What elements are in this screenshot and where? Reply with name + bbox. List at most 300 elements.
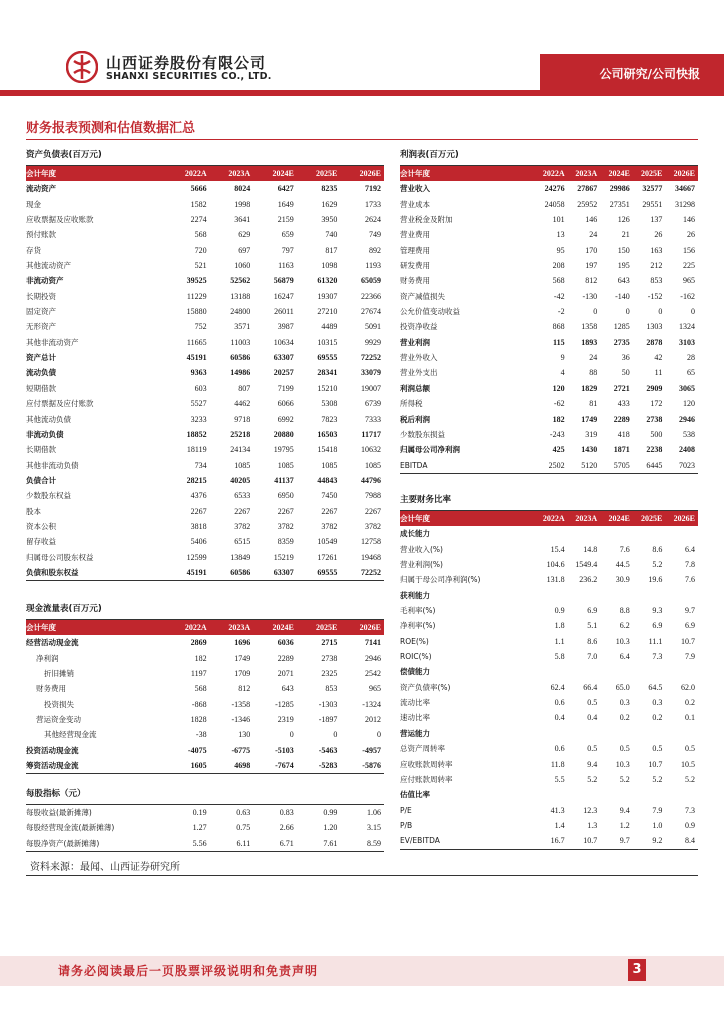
row-value: 7141 bbox=[364, 638, 381, 648]
row-value: 1285 bbox=[613, 322, 630, 332]
row-value: 5308 bbox=[321, 399, 338, 409]
row-value: 2624 bbox=[364, 215, 381, 225]
row-value: 1649 bbox=[277, 199, 294, 209]
table-row bbox=[400, 258, 698, 273]
row-label: P/B bbox=[400, 820, 413, 830]
row-value: 0.63 bbox=[236, 808, 251, 817]
row-value: 5.2 bbox=[684, 774, 695, 784]
row-value: 8235 bbox=[321, 184, 338, 194]
table-row bbox=[400, 365, 698, 380]
row-value: 1696 bbox=[234, 638, 251, 648]
row-value: 19795 bbox=[273, 445, 294, 455]
row-value: 2071 bbox=[277, 669, 294, 679]
row-value bbox=[535, 526, 568, 541]
row-value: 3782 bbox=[277, 521, 294, 531]
row-label: 应付账款周转率 bbox=[400, 774, 453, 784]
row-value: 8.4 bbox=[684, 836, 695, 846]
row-value: 7.9 bbox=[684, 652, 695, 662]
row-value: 8.6 bbox=[587, 636, 598, 646]
table-row bbox=[26, 727, 384, 742]
row-value: 1749 bbox=[581, 414, 598, 424]
row-value: 0.9 bbox=[684, 820, 695, 830]
row-value: 24 bbox=[589, 230, 598, 240]
row-value: 15418 bbox=[317, 445, 338, 455]
row-value: 9 bbox=[560, 353, 565, 363]
row-value: 16503 bbox=[317, 429, 338, 439]
table-row bbox=[26, 488, 384, 503]
row-label: EV/EBITDA bbox=[400, 836, 440, 846]
row-label: ROE(%) bbox=[400, 636, 429, 646]
row-value: 29986 bbox=[609, 184, 630, 194]
row-value: 9.7 bbox=[619, 836, 630, 846]
row-value: 5705 bbox=[613, 460, 630, 470]
table-row bbox=[26, 458, 384, 473]
table-title: 每股指标（元） bbox=[26, 784, 384, 805]
row-value: 1085 bbox=[321, 460, 338, 470]
row-value: 40205 bbox=[230, 475, 251, 485]
row-value: 12.3 bbox=[583, 805, 598, 815]
row-value: 42 bbox=[654, 353, 663, 363]
row-value: 26011 bbox=[274, 307, 294, 317]
row-value bbox=[665, 664, 698, 679]
row-value: 11003 bbox=[230, 337, 251, 347]
row-value: 2721 bbox=[613, 383, 630, 393]
row-value: 4 bbox=[560, 368, 565, 378]
row-label: 负债和股东权益 bbox=[26, 567, 79, 577]
table-row bbox=[400, 588, 698, 603]
row-value: 6.2 bbox=[619, 621, 630, 631]
row-value: 8.8 bbox=[619, 606, 630, 616]
table-row bbox=[400, 680, 698, 695]
header-year: 2026E bbox=[359, 623, 381, 632]
row-value: 2267 bbox=[321, 506, 338, 516]
header-year: 2026E bbox=[673, 169, 695, 178]
row-value bbox=[568, 664, 601, 679]
row-value: 3782 bbox=[234, 521, 251, 531]
row-value: 0.6 bbox=[554, 698, 565, 708]
row-value: 3641 bbox=[234, 215, 251, 225]
table-row bbox=[400, 412, 698, 427]
row-value: 2946 bbox=[364, 653, 381, 663]
row-value: 8.59 bbox=[366, 838, 381, 848]
row-label: 净利率(%) bbox=[400, 621, 436, 631]
row-value: 418 bbox=[617, 429, 630, 439]
header-year: 2024E bbox=[608, 169, 630, 178]
row-value: 1060 bbox=[234, 261, 251, 271]
row-label: 流动负债 bbox=[26, 368, 56, 378]
row-value: 1193 bbox=[365, 261, 381, 271]
header-year: 2025E bbox=[641, 514, 663, 523]
row-value: 7192 bbox=[364, 184, 381, 194]
row-value: 45191 bbox=[186, 353, 207, 363]
header-year: 2023A bbox=[575, 514, 598, 523]
row-value: 3818 bbox=[190, 521, 207, 531]
table-title: 利润表(百万元) bbox=[400, 145, 698, 166]
row-value: 14986 bbox=[230, 368, 251, 378]
row-label: 无形资产 bbox=[26, 322, 56, 332]
row-value: 11229 bbox=[186, 291, 207, 301]
row-value: 7450 bbox=[321, 491, 338, 501]
table-title: 现金流量表(百万元) bbox=[26, 599, 384, 620]
row-value: 538 bbox=[682, 429, 695, 439]
row-value: 60586 bbox=[230, 353, 251, 363]
row-value: 126 bbox=[617, 215, 630, 225]
row-value: 195 bbox=[617, 261, 630, 271]
row-value: 150 bbox=[617, 245, 630, 255]
row-label: 预付账款 bbox=[26, 230, 56, 240]
row-value: 643 bbox=[617, 276, 630, 286]
row-value bbox=[600, 526, 633, 541]
row-value: 1.0 bbox=[652, 820, 663, 830]
row-value: 25952 bbox=[577, 199, 598, 209]
company-name-cn: 山西证券股份有限公司 bbox=[106, 54, 267, 72]
company-name-en: SHANXI SECURITIES CO., LTD. bbox=[106, 71, 272, 82]
table-row bbox=[26, 473, 384, 488]
row-label: 其他流动资产 bbox=[26, 261, 71, 271]
row-value: 10549 bbox=[317, 537, 338, 547]
table-row bbox=[400, 664, 698, 679]
row-label: 投资活动现金流 bbox=[26, 745, 79, 755]
row-value: 2738 bbox=[321, 653, 338, 663]
row-value: 425 bbox=[552, 445, 565, 455]
row-value: 101 bbox=[552, 215, 565, 225]
row-value: 8024 bbox=[234, 184, 251, 194]
row-value: 26 bbox=[654, 230, 663, 240]
header-label: 会计年度 bbox=[26, 623, 56, 632]
table-row bbox=[26, 243, 384, 258]
row-value bbox=[665, 588, 698, 603]
table-row bbox=[26, 381, 384, 396]
table-row bbox=[26, 304, 384, 319]
row-value: 6533 bbox=[234, 491, 251, 501]
row-value: 10.3 bbox=[615, 636, 630, 646]
row-value: 868 bbox=[552, 322, 565, 332]
row-value: 0.99 bbox=[323, 808, 338, 817]
table-row bbox=[400, 603, 698, 618]
row-value: 66.4 bbox=[583, 682, 598, 692]
row-value: 52562 bbox=[230, 276, 251, 286]
row-value: 28215 bbox=[186, 475, 207, 485]
row-value: 9.7 bbox=[684, 606, 695, 616]
cash-flow-table bbox=[26, 599, 384, 774]
row-value: 817 bbox=[325, 245, 338, 255]
row-value: 63307 bbox=[273, 353, 294, 363]
row-label: 归属母公司股东权益 bbox=[26, 552, 94, 562]
row-value: 18852 bbox=[186, 429, 207, 439]
row-value: 1709 bbox=[234, 669, 251, 679]
row-label: 流动比率 bbox=[400, 698, 430, 708]
row-value: 6.9 bbox=[652, 621, 663, 631]
table-header-row bbox=[400, 166, 698, 181]
table-row bbox=[26, 743, 384, 758]
row-value: 1.4 bbox=[554, 820, 565, 830]
row-label: 其他非流动负债 bbox=[26, 460, 79, 470]
row-value: 0.75 bbox=[236, 823, 251, 833]
table-row bbox=[26, 565, 384, 580]
row-value: 17261 bbox=[317, 552, 338, 562]
row-value: -62 bbox=[553, 399, 565, 409]
header-year: 2024E bbox=[272, 623, 294, 632]
row-value: 20257 bbox=[273, 368, 294, 378]
row-value bbox=[600, 787, 633, 802]
row-value: 65059 bbox=[360, 276, 381, 286]
row-value: 32577 bbox=[642, 184, 663, 194]
table-row bbox=[400, 557, 698, 572]
row-label: 其他非流动资产 bbox=[26, 337, 79, 347]
row-value: 797 bbox=[281, 245, 294, 255]
row-value: 568 bbox=[194, 684, 207, 694]
row-value: 0 bbox=[333, 730, 338, 740]
row-value: 11717 bbox=[361, 429, 381, 439]
row-value: 28341 bbox=[317, 368, 338, 378]
page-header bbox=[0, 0, 724, 100]
row-value: -38 bbox=[195, 730, 207, 740]
table-row bbox=[400, 726, 698, 741]
table-header-row bbox=[26, 166, 384, 181]
row-value: 65 bbox=[686, 368, 695, 378]
row-label: 获利能力 bbox=[400, 590, 430, 600]
row-value: 1749 bbox=[234, 653, 251, 663]
row-value: 1098 bbox=[321, 261, 338, 271]
row-label: P/E bbox=[400, 805, 412, 815]
table-row bbox=[400, 396, 698, 411]
row-value: -140 bbox=[615, 291, 630, 301]
row-value: -1324 bbox=[362, 699, 381, 709]
table-row bbox=[26, 365, 384, 380]
row-value: 1.2 bbox=[619, 820, 630, 830]
row-label: 利润总额 bbox=[400, 383, 430, 393]
row-value: 8.6 bbox=[652, 544, 663, 554]
row-value: 3103 bbox=[678, 337, 695, 347]
table-row bbox=[400, 634, 698, 649]
row-value: 1605 bbox=[190, 761, 207, 771]
row-value: 0.1 bbox=[684, 713, 695, 723]
row-value bbox=[535, 787, 568, 802]
table-bottom-rule bbox=[26, 851, 384, 852]
balance-sheet-table bbox=[26, 145, 384, 581]
row-label: 营业外支出 bbox=[400, 368, 438, 378]
row-value: 50 bbox=[621, 368, 630, 378]
row-value: 9929 bbox=[364, 337, 381, 347]
row-value: -162 bbox=[680, 291, 695, 301]
row-label: 资产减值损失 bbox=[400, 291, 445, 301]
row-value: 965 bbox=[682, 276, 695, 286]
row-value: 156 bbox=[682, 245, 695, 255]
row-value: 1871 bbox=[613, 445, 630, 455]
row-value: 629 bbox=[238, 230, 251, 240]
row-value bbox=[568, 588, 601, 603]
row-label: 税后利润 bbox=[400, 414, 430, 424]
table-row bbox=[26, 227, 384, 242]
table-row bbox=[400, 818, 698, 833]
row-value: 5.56 bbox=[192, 838, 207, 848]
row-value: 2267 bbox=[190, 506, 207, 516]
row-value: 0.2 bbox=[652, 713, 663, 723]
row-value: 433 bbox=[617, 399, 630, 409]
row-value: 1.8 bbox=[554, 621, 565, 631]
row-value: 4376 bbox=[190, 491, 207, 501]
row-value: 131.8 bbox=[546, 575, 565, 585]
row-value: 1733 bbox=[364, 199, 381, 209]
row-value: 9.4 bbox=[587, 759, 598, 769]
row-value: 7.8 bbox=[684, 560, 695, 570]
row-value: 7.6 bbox=[684, 575, 695, 585]
row-value: 10634 bbox=[273, 337, 294, 347]
row-value: 7.3 bbox=[684, 805, 695, 815]
header-label: 会计年度 bbox=[400, 514, 430, 523]
row-label: 成长能力 bbox=[400, 529, 430, 539]
row-value: 892 bbox=[368, 245, 381, 255]
table-row bbox=[26, 805, 384, 820]
table-row bbox=[26, 519, 384, 534]
row-value: 146 bbox=[585, 215, 598, 225]
row-label: 应收票据及应收账款 bbox=[26, 215, 94, 225]
row-value: 34667 bbox=[674, 184, 695, 194]
row-value: 2738 bbox=[646, 414, 663, 424]
row-value: 10632 bbox=[360, 445, 381, 455]
table-row bbox=[26, 319, 384, 334]
row-value: 120 bbox=[682, 399, 695, 409]
row-value: 1893 bbox=[581, 337, 598, 347]
row-value: 170 bbox=[585, 245, 598, 255]
row-value: -868 bbox=[191, 699, 207, 709]
table-row bbox=[26, 758, 384, 773]
row-value: 24276 bbox=[544, 184, 565, 194]
row-value: 10.7 bbox=[583, 836, 598, 846]
row-value: 752 bbox=[194, 322, 207, 332]
table-row bbox=[400, 787, 698, 802]
row-value: 33079 bbox=[360, 368, 381, 378]
row-value: 11665 bbox=[186, 337, 207, 347]
row-value: 7199 bbox=[277, 383, 294, 393]
row-label: 财务费用 bbox=[36, 684, 66, 694]
row-value: 18119 bbox=[186, 445, 207, 455]
row-value: 10.5 bbox=[680, 759, 695, 769]
row-value: 208 bbox=[552, 261, 565, 271]
row-value bbox=[633, 664, 666, 679]
table-row bbox=[400, 526, 698, 541]
table-row bbox=[400, 458, 698, 473]
header-year: 2022A bbox=[542, 169, 565, 178]
row-value bbox=[633, 526, 666, 541]
row-value: -2 bbox=[557, 307, 565, 317]
row-value: 521 bbox=[194, 261, 207, 271]
header-year: 2023A bbox=[228, 169, 251, 178]
table-row bbox=[26, 197, 384, 212]
row-value: 0 bbox=[625, 307, 630, 317]
table-row bbox=[26, 504, 384, 519]
row-value: 0.9 bbox=[554, 606, 565, 616]
row-value: 25218 bbox=[230, 429, 251, 439]
row-value: 72252 bbox=[360, 353, 381, 363]
table-row bbox=[26, 212, 384, 227]
section-title: 财务报表预测和估值数据汇总 bbox=[26, 121, 196, 136]
header-year: 2025E bbox=[316, 169, 338, 178]
row-value: 1998 bbox=[234, 199, 251, 209]
row-label: 营业费用 bbox=[400, 230, 430, 240]
table-row bbox=[26, 181, 384, 196]
table-bottom-rule bbox=[400, 473, 698, 474]
row-value: 10315 bbox=[317, 337, 338, 347]
row-label: 长期借款 bbox=[26, 445, 56, 455]
row-label: 少数股东损益 bbox=[400, 429, 445, 439]
row-value: 16247 bbox=[273, 291, 294, 301]
row-value: 72252 bbox=[360, 567, 381, 577]
row-label: 负债合计 bbox=[26, 475, 56, 485]
header-label: 会计年度 bbox=[26, 169, 56, 178]
row-value: 965 bbox=[368, 684, 381, 694]
header-year: 2024E bbox=[608, 514, 630, 523]
row-value: 7023 bbox=[678, 460, 695, 470]
row-value: 6.11 bbox=[236, 838, 251, 848]
row-value: 643 bbox=[281, 684, 294, 694]
table-row bbox=[400, 833, 698, 848]
row-value: 12599 bbox=[186, 552, 207, 562]
row-label: 研发费用 bbox=[400, 261, 430, 271]
company-logo-icon bbox=[66, 51, 98, 83]
row-value: 26 bbox=[686, 230, 695, 240]
row-label: 营业利润(%) bbox=[400, 560, 443, 570]
table-row bbox=[400, 427, 698, 442]
row-value bbox=[665, 787, 698, 802]
row-value: 27210 bbox=[317, 307, 338, 317]
table-row bbox=[400, 381, 698, 396]
row-label: 少数股东权益 bbox=[26, 491, 71, 501]
row-label: 营业利润 bbox=[400, 337, 430, 347]
row-value: 2159 bbox=[277, 215, 294, 225]
row-label: 应付票据及应付账款 bbox=[26, 399, 94, 409]
row-label: 固定资产 bbox=[26, 307, 56, 317]
row-value: -1285 bbox=[275, 699, 294, 709]
row-value: 2878 bbox=[646, 337, 663, 347]
row-value: 2289 bbox=[277, 653, 294, 663]
row-value: 7.3 bbox=[652, 652, 663, 662]
row-label: 所得税 bbox=[400, 399, 423, 409]
row-value: 2319 bbox=[277, 715, 294, 725]
row-value: 7.61 bbox=[323, 838, 338, 848]
row-label: 折旧摊销 bbox=[44, 669, 74, 679]
row-value: 3987 bbox=[277, 322, 294, 332]
row-label: 营运资金变动 bbox=[36, 715, 81, 725]
row-label: 投资净收益 bbox=[400, 322, 438, 332]
header-year: 2025E bbox=[641, 169, 663, 178]
row-value: 0.3 bbox=[652, 698, 663, 708]
page-number: 3 bbox=[628, 959, 646, 981]
row-value: 81 bbox=[589, 399, 598, 409]
row-value: 0.5 bbox=[619, 744, 630, 754]
row-value: 5527 bbox=[190, 399, 207, 409]
header-year: 2022A bbox=[542, 514, 565, 523]
table-row bbox=[26, 442, 384, 457]
row-value: 1629 bbox=[321, 199, 338, 209]
table-row bbox=[26, 412, 384, 427]
row-value: 853 bbox=[650, 276, 663, 286]
row-label: 每股收益(最新摊薄) bbox=[26, 808, 92, 817]
row-value: 13849 bbox=[230, 552, 251, 562]
row-value: 812 bbox=[238, 684, 251, 694]
table-row bbox=[26, 335, 384, 350]
row-label: 资本公积 bbox=[26, 521, 56, 531]
row-value: 15880 bbox=[186, 307, 207, 317]
row-label: 流动资产 bbox=[26, 184, 56, 194]
row-value: 9363 bbox=[190, 368, 207, 378]
row-value: 0.83 bbox=[279, 808, 294, 817]
row-value: 568 bbox=[194, 230, 207, 240]
row-value: 2325 bbox=[321, 669, 338, 679]
section-divider bbox=[26, 139, 698, 140]
table-row bbox=[400, 803, 698, 818]
data-source: 资料来源：最闻、山西证券研究所 bbox=[30, 862, 180, 873]
